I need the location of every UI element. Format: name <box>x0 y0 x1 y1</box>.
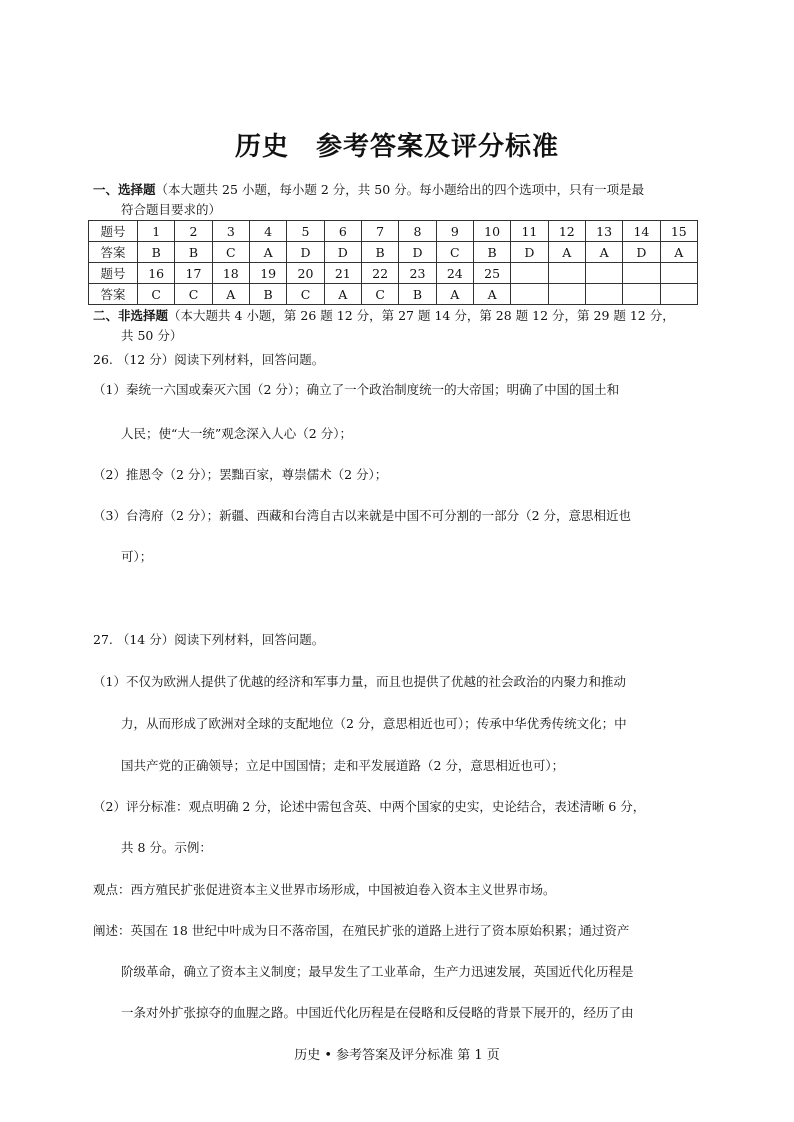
question-number <box>511 263 548 284</box>
question-number <box>548 263 585 284</box>
section-1-heading: 一、选择题 <box>93 182 156 197</box>
question-number: 11 <box>511 221 548 242</box>
answer-cell <box>548 284 585 305</box>
question-number: 5 <box>287 221 324 242</box>
question-number <box>623 263 660 284</box>
section-2-desc-cont: 共 50 分） <box>121 328 183 343</box>
answer-cell: D <box>324 242 361 263</box>
question-number: 4 <box>249 221 286 242</box>
section-1-intro <box>93 179 644 200</box>
question-number: 14 <box>623 221 660 242</box>
row-label: 答案 <box>89 284 138 305</box>
row-label: 题号 <box>89 263 138 284</box>
answer-cell: A <box>585 242 622 263</box>
question-number: 18 <box>212 263 249 284</box>
question-number: 7 <box>361 221 398 242</box>
question-number: 25 <box>473 263 510 284</box>
answer-cell: A <box>212 284 249 305</box>
answer-cell: D <box>623 242 660 263</box>
answer-cell: C <box>436 242 473 263</box>
question-number: 20 <box>287 263 324 284</box>
answer-cell: A <box>436 284 473 305</box>
answer-cell: C <box>138 284 175 305</box>
q27-part1-line2: 力，从而形成了欧洲对全球的支配地位（2 分，意思相近也可）；传承中华优秀传统文化；中 <box>121 716 627 731</box>
q26-part3-line2: 可）； <box>121 549 153 564</box>
question-number: 8 <box>399 221 436 242</box>
question-number: 21 <box>324 263 361 284</box>
answer-cell: D <box>511 242 548 263</box>
q27-part2-line1: （2）评分标准：观点明确 2 分，论述中需包含英、中两个国家的史实，史论结合，表述清晰 6 分， <box>93 799 646 814</box>
section-2-desc: （本大题共 4 小题，第 26 题 12 分，第 27 题 14 分，第 28 题 12 分，第 29 题 12 分， <box>168 308 675 323</box>
answer-cell: B <box>138 242 175 263</box>
answer-cell <box>585 284 622 305</box>
table-row <box>89 242 698 263</box>
q27-viewpoint: 观点：西方殖民扩张促进资本主义世界市场形成，中国被迫卷入资本主义世界市场。 <box>93 882 556 897</box>
question-number <box>585 263 622 284</box>
row-label: 答案 <box>89 242 138 263</box>
question-number: 9 <box>436 221 473 242</box>
question-number: 17 <box>175 263 212 284</box>
answer-cell <box>623 284 660 305</box>
row-label: 题号 <box>89 221 138 242</box>
question-number: 16 <box>138 263 175 284</box>
answer-cell: A <box>548 242 585 263</box>
question-number <box>660 263 697 284</box>
question-number: 13 <box>585 221 622 242</box>
table-row <box>89 263 698 284</box>
q27-argument-line2: 阶级革命，确立了资本主义制度；最早发生了工业革命，生产力迅速发展，英国近代化历程是 <box>121 964 634 979</box>
answer-cell: C <box>361 284 398 305</box>
q26-part1-line2: 人民；使“大一统”观念深入人心（2 分）； <box>121 426 352 441</box>
section-1-desc: （本大题共 25 小题，每小题 2 分，共 50 分。每小题给出的四个选项中，只有一项是最 <box>155 182 645 197</box>
answer-cell <box>511 284 548 305</box>
question-number: 1 <box>138 221 175 242</box>
q27-part1-line3: 国共产党的正确领导；立足中国国情；走和平发展道路（2 分，意思相近也可）； <box>121 758 565 773</box>
q27-header: 27. （14 分）阅读下列材料，回答问题。 <box>93 632 325 647</box>
question-number: 22 <box>361 263 398 284</box>
q27-part1-line1: （1）不仅为欧洲人提供了优越的经济和军事力量，而且也提供了优越的社会政治的内聚力和推动 <box>93 674 626 689</box>
question-number: 15 <box>660 221 697 242</box>
answer-cell: B <box>249 284 286 305</box>
section-2-intro <box>93 305 675 326</box>
answer-cell: C <box>175 284 212 305</box>
answer-cell: A <box>249 242 286 263</box>
section-2-heading: 二、非选择题 <box>93 308 169 323</box>
answer-cell <box>660 284 697 305</box>
answer-cell: A <box>660 242 697 263</box>
question-number: 12 <box>548 221 585 242</box>
answer-cell: A <box>324 284 361 305</box>
answer-cell: B <box>361 242 398 263</box>
q26-header: 26. （12 分）阅读下列材料，回答问题。 <box>93 352 325 367</box>
question-number: 19 <box>249 263 286 284</box>
answer-cell: C <box>212 242 249 263</box>
question-number: 2 <box>175 221 212 242</box>
answer-table <box>88 220 698 305</box>
answer-cell: B <box>473 242 510 263</box>
answer-cell: B <box>175 242 212 263</box>
table-row <box>89 284 698 305</box>
page-footer: 历史 • 参考答案及评分标准 第 1 页 <box>294 1048 500 1063</box>
q26-part2: （2）推恩令（2 分）；罢黜百家，尊崇儒术（2 分）； <box>93 467 388 482</box>
answer-cell: D <box>399 242 436 263</box>
answer-cell: B <box>399 284 436 305</box>
answer-cell: C <box>287 284 324 305</box>
q27-argument-line1: 阐述：英国在 18 世纪中叶成为日不落帝国，在殖民扩张的道路上进行了资本原始积累；通过资产 <box>93 923 630 938</box>
table-row <box>89 221 698 242</box>
answer-cell: A <box>473 284 510 305</box>
question-number: 3 <box>212 221 249 242</box>
q27-part2-line2: 共 8 分。示例： <box>121 840 212 855</box>
question-number: 24 <box>436 263 473 284</box>
question-number: 10 <box>473 221 510 242</box>
q26-part3-line1: （3）台湾府（2 分）；新疆、西藏和台湾自古以来就是中国不可分割的一部分（2 分，意思相近也 <box>93 508 632 523</box>
page-title: 历史 参考答案及评分标准 <box>234 132 559 162</box>
q27-argument-line3: 一条对外扩张掠夺的血腥之路。中国近代化历程是在侵略和反侵略的背景下展开的，经历了由 <box>121 1005 634 1020</box>
question-number: 6 <box>324 221 361 242</box>
section-1-desc-cont: 符合题目要求的） <box>121 202 222 217</box>
question-number: 23 <box>399 263 436 284</box>
q26-part1-line1: （1）秦统一六国或秦灭六国（2 分）；确立了一个政治制度统一的大帝国；明确了中国的国土和 <box>93 382 620 397</box>
answer-cell: D <box>287 242 324 263</box>
